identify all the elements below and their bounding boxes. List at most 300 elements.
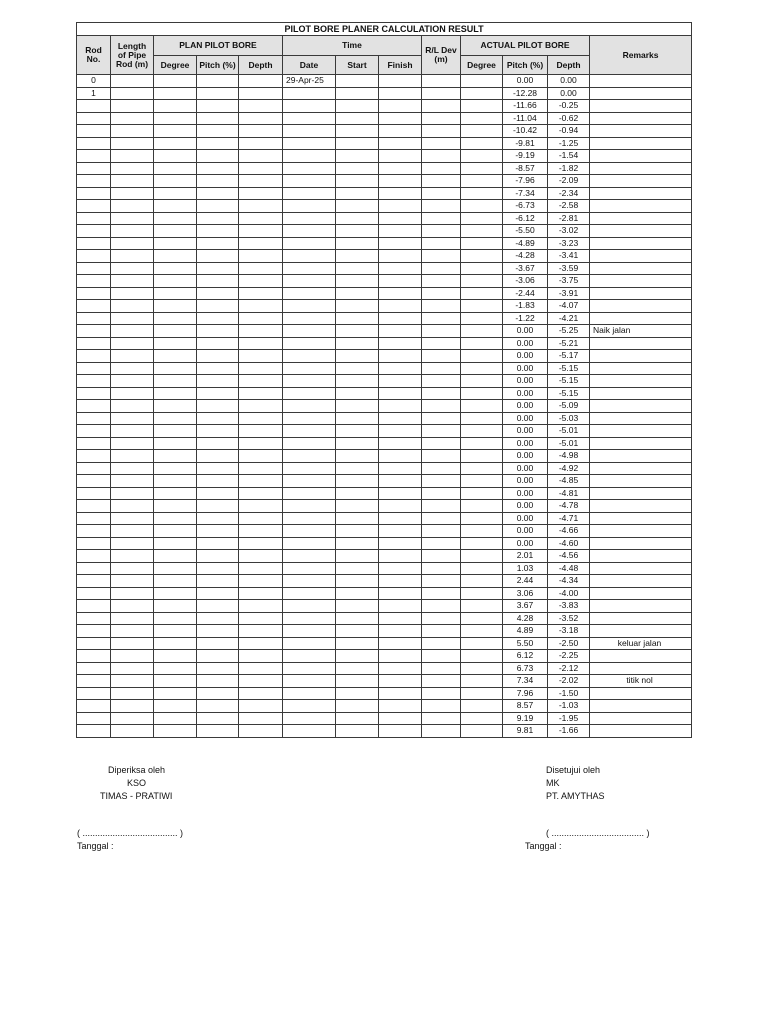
rod-no-cell [77,237,111,250]
actual-degree-cell [461,362,503,375]
plan-degree-cell [154,200,197,213]
start-cell [336,262,379,275]
actual-degree-cell [461,475,503,488]
plan-pitch-cell [197,200,239,213]
length-cell [111,225,154,238]
table-row [77,200,692,213]
actual-degree-cell [461,137,503,150]
length-cell [111,500,154,513]
plan-pitch-cell [197,275,239,288]
plan-degree-cell [154,475,197,488]
start-cell [336,550,379,563]
actual-degree-cell [461,450,503,463]
start-cell [336,212,379,225]
date-cell [283,362,336,375]
actual-degree-cell [461,500,503,513]
date-cell [283,212,336,225]
plan-pitch-cell [197,487,239,500]
plan-degree-cell [154,575,197,588]
plan-pitch-cell [197,75,239,88]
rod-no-cell [77,525,111,538]
plan-degree-cell [154,137,197,150]
actual-depth-cell: -2.25 [548,650,590,663]
remarks-cell [590,100,692,113]
actual-depth-cell: -5.17 [548,350,590,363]
rl-dev-cell [422,387,461,400]
actual-pitch-cell: -4.28 [503,250,548,263]
start-cell [336,350,379,363]
plan-pitch-cell [197,350,239,363]
rl-dev-cell [422,100,461,113]
table-row [77,675,692,688]
length-cell [111,175,154,188]
rl-dev-cell [422,312,461,325]
plan-depth-cell [239,500,283,513]
plan-depth-cell [239,412,283,425]
actual-degree-cell [461,212,503,225]
start-cell [336,137,379,150]
table-row [77,112,692,125]
start-cell [336,150,379,163]
rl-dev-cell [422,250,461,263]
plan-pitch-cell [197,462,239,475]
actual-degree-cell [461,250,503,263]
actual-degree-cell [461,537,503,550]
plan-degree-cell [154,112,197,125]
plan-degree-cell [154,162,197,175]
rl-dev-cell [422,400,461,413]
header-finish: Finish [379,56,422,75]
actual-depth-cell: 0.00 [548,87,590,100]
start-cell [336,225,379,238]
table-row [77,362,692,375]
plan-degree-cell [154,337,197,350]
table-row [77,487,692,500]
actual-degree-cell [461,600,503,613]
date-cell [283,700,336,713]
header-actual-degree: Degree [461,56,503,75]
plan-depth-cell [239,87,283,100]
length-cell [111,375,154,388]
table-row [77,175,692,188]
plan-degree-cell [154,150,197,163]
rl-dev-cell [422,275,461,288]
actual-degree-cell [461,587,503,600]
plan-degree-cell [154,275,197,288]
length-cell [111,212,154,225]
header-start: Start [336,56,379,75]
actual-depth-cell: -3.52 [548,612,590,625]
rod-no-cell [77,675,111,688]
plan-depth-cell [239,275,283,288]
start-cell [336,600,379,613]
rl-dev-cell [422,562,461,575]
remarks-cell [590,387,692,400]
actual-pitch-cell: 0.00 [503,362,548,375]
rod-no-cell [77,350,111,363]
actual-degree-cell [461,525,503,538]
rl-dev-cell [422,725,461,738]
rl-dev-cell [422,425,461,438]
plan-degree-cell [154,437,197,450]
plan-degree-cell [154,300,197,313]
actual-degree-cell [461,200,503,213]
rl-dev-cell [422,637,461,650]
rod-no-cell [77,537,111,550]
plan-depth-cell [239,337,283,350]
date-cell [283,650,336,663]
actual-pitch-cell: 3.67 [503,600,548,613]
finish-cell [379,712,422,725]
plan-pitch-cell [197,337,239,350]
actual-pitch-cell: -1.83 [503,300,548,313]
start-cell [336,237,379,250]
table-row [77,75,692,88]
plan-depth-cell [239,425,283,438]
plan-pitch-cell [197,425,239,438]
plan-pitch-cell [197,625,239,638]
remarks-cell [590,300,692,313]
remarks-cell [590,375,692,388]
actual-degree-cell [461,662,503,675]
actual-depth-cell: -2.58 [548,200,590,213]
actual-pitch-cell: 6.73 [503,662,548,675]
rod-no-cell [77,550,111,563]
plan-depth-cell [239,112,283,125]
table-row [77,187,692,200]
date-cell [283,400,336,413]
rod-no-cell [77,450,111,463]
length-cell [111,625,154,638]
actual-pitch-cell: 0.00 [503,450,548,463]
date-cell [283,200,336,213]
table-row [77,225,692,238]
actual-degree-cell [461,550,503,563]
remarks-cell [590,87,692,100]
rl-dev-cell [422,162,461,175]
start-cell [336,500,379,513]
finish-cell [379,312,422,325]
date-cell [283,350,336,363]
finish-cell [379,262,422,275]
signature-right-org: MK [546,778,560,788]
finish-cell [379,362,422,375]
actual-depth-cell: -0.25 [548,100,590,113]
length-cell [111,200,154,213]
actual-degree-cell [461,312,503,325]
pilot-bore-table [76,22,692,738]
header-remarks: Remarks [590,36,692,75]
table-row [77,550,692,563]
signature-right-date: Tanggal : [525,841,562,851]
actual-pitch-cell: 0.00 [503,375,548,388]
remarks-cell [590,137,692,150]
actual-pitch-cell: -3.06 [503,275,548,288]
actual-pitch-cell: 9.19 [503,712,548,725]
table-row [77,462,692,475]
table-row [77,162,692,175]
plan-degree-cell [154,462,197,475]
table-row [77,262,692,275]
length-cell [111,262,154,275]
actual-depth-cell: -2.09 [548,175,590,188]
start-cell [336,562,379,575]
start-cell [336,400,379,413]
actual-pitch-cell: 0.00 [503,512,548,525]
length-cell [111,725,154,738]
date-cell [283,375,336,388]
remarks-cell [590,712,692,725]
plan-pitch-cell [197,450,239,463]
rl-dev-cell [422,712,461,725]
rod-no-cell [77,412,111,425]
remarks-cell [590,187,692,200]
length-cell [111,100,154,113]
rl-dev-cell [422,675,461,688]
finish-cell [379,625,422,638]
plan-depth-cell [239,712,283,725]
plan-depth-cell [239,325,283,338]
plan-degree-cell [154,262,197,275]
table-row [77,137,692,150]
actual-depth-cell: -4.71 [548,512,590,525]
rl-dev-cell [422,662,461,675]
finish-cell [379,450,422,463]
actual-pitch-cell: -6.12 [503,212,548,225]
rod-no-cell [77,600,111,613]
date-cell [283,137,336,150]
rod-no-cell: 1 [77,87,111,100]
finish-cell [379,325,422,338]
length-cell [111,387,154,400]
plan-degree-cell [154,75,197,88]
length-cell [111,637,154,650]
actual-pitch-cell: 0.00 [503,425,548,438]
start-cell [336,75,379,88]
table-row [77,400,692,413]
signature-right-title: Disetujui oleh [546,765,601,775]
table-row [77,287,692,300]
finish-cell [379,125,422,138]
remarks-cell [590,537,692,550]
date-cell [283,462,336,475]
plan-degree-cell [154,612,197,625]
plan-degree-cell [154,325,197,338]
date-cell [283,187,336,200]
plan-pitch-cell [197,475,239,488]
rod-no-cell [77,112,111,125]
actual-pitch-cell: 0.00 [503,437,548,450]
rl-dev-cell [422,225,461,238]
actual-pitch-cell: 4.89 [503,625,548,638]
start-cell [336,625,379,638]
actual-degree-cell [461,425,503,438]
plan-depth-cell [239,162,283,175]
header-rl-dev: R/L Dev (m) [422,36,461,75]
remarks-cell [590,312,692,325]
date-cell [283,162,336,175]
plan-degree-cell [154,400,197,413]
table-row [77,725,692,738]
signature-left-date: Tanggal : [77,841,114,851]
signature-left-title: Diperiksa oleh [108,765,166,775]
rl-dev-cell [422,625,461,638]
remarks-cell [590,462,692,475]
length-cell [111,662,154,675]
length-cell [111,287,154,300]
rod-no-cell [77,662,111,675]
plan-depth-cell [239,562,283,575]
actual-pitch-cell: 0.00 [503,75,548,88]
signature-left-blank: ( ...................................... ) [77,828,184,838]
rod-no-cell [77,200,111,213]
rod-no-cell [77,687,111,700]
actual-depth-cell: -3.02 [548,225,590,238]
plan-pitch-cell [197,712,239,725]
rod-no-cell [77,387,111,400]
length-cell [111,162,154,175]
remarks-cell [590,512,692,525]
rod-no-cell [77,262,111,275]
rod-no-cell [77,625,111,638]
length-cell [111,462,154,475]
date-cell [283,250,336,263]
actual-degree-cell [461,412,503,425]
actual-depth-cell: -2.81 [548,212,590,225]
actual-pitch-cell: 0.00 [503,325,548,338]
actual-pitch-cell: 0.00 [503,525,548,538]
plan-depth-cell [239,137,283,150]
start-cell [336,250,379,263]
actual-depth-cell: -4.60 [548,537,590,550]
rod-no-cell [77,400,111,413]
table-row [77,525,692,538]
actual-degree-cell [461,350,503,363]
actual-degree-cell [461,612,503,625]
remarks-cell [590,200,692,213]
rl-dev-cell [422,212,461,225]
actual-degree-cell [461,437,503,450]
length-cell [111,87,154,100]
plan-depth-cell [239,262,283,275]
actual-depth-cell: -3.83 [548,600,590,613]
actual-degree-cell [461,325,503,338]
length-cell [111,125,154,138]
table-row [77,300,692,313]
start-cell [336,337,379,350]
plan-depth-cell [239,237,283,250]
finish-cell [379,337,422,350]
actual-depth-cell: -3.91 [548,287,590,300]
remarks-cell [590,400,692,413]
finish-cell [379,487,422,500]
actual-pitch-cell: 4.28 [503,612,548,625]
actual-depth-cell: -1.66 [548,725,590,738]
length-cell [111,425,154,438]
remarks-cell: keluar jalan [590,637,692,650]
rod-no-cell [77,375,111,388]
plan-degree-cell [154,487,197,500]
length-cell [111,187,154,200]
plan-depth-cell [239,575,283,588]
plan-pitch-cell [197,250,239,263]
start-cell [336,462,379,475]
plan-depth-cell [239,362,283,375]
start-cell [336,487,379,500]
plan-pitch-cell [197,662,239,675]
actual-degree-cell [461,262,503,275]
date-cell [283,525,336,538]
start-cell [336,525,379,538]
actual-depth-cell: -5.01 [548,437,590,450]
actual-depth-cell: -4.98 [548,450,590,463]
start-cell [336,425,379,438]
plan-pitch-cell [197,312,239,325]
start-cell [336,87,379,100]
actual-depth-cell: -4.85 [548,475,590,488]
date-cell [283,125,336,138]
plan-pitch-cell [197,287,239,300]
remarks-cell [590,225,692,238]
header-plan-degree: Degree [154,56,197,75]
start-cell [336,187,379,200]
rod-no-cell [77,300,111,313]
plan-pitch-cell [197,700,239,713]
finish-cell [379,650,422,663]
plan-depth-cell [239,512,283,525]
plan-depth-cell [239,675,283,688]
actual-depth-cell: -2.02 [548,675,590,688]
finish-cell [379,137,422,150]
start-cell [336,712,379,725]
rod-no-cell [77,312,111,325]
plan-depth-cell [239,700,283,713]
finish-cell [379,212,422,225]
table-row [77,650,692,663]
length-cell [111,550,154,563]
length-cell [111,412,154,425]
plan-pitch-cell [197,375,239,388]
actual-depth-cell: -5.15 [548,375,590,388]
rod-no-cell [77,637,111,650]
plan-depth-cell [239,387,283,400]
date-cell [283,537,336,550]
remarks-cell [590,550,692,563]
date-cell [283,600,336,613]
plan-depth-cell [239,550,283,563]
finish-cell [379,200,422,213]
plan-degree-cell [154,212,197,225]
plan-pitch-cell [197,412,239,425]
finish-cell [379,587,422,600]
plan-depth-cell [239,187,283,200]
date-cell [283,100,336,113]
remarks-cell [590,262,692,275]
actual-pitch-cell: 0.00 [503,487,548,500]
actual-degree-cell [461,300,503,313]
rl-dev-cell [422,87,461,100]
actual-pitch-cell: -9.19 [503,150,548,163]
finish-cell [379,475,422,488]
date-cell [283,262,336,275]
rod-no-cell [77,250,111,263]
plan-degree-cell [154,450,197,463]
finish-cell [379,387,422,400]
actual-pitch-cell: 2.44 [503,575,548,588]
plan-depth-cell [239,225,283,238]
actual-depth-cell: -2.34 [548,187,590,200]
finish-cell [379,575,422,588]
